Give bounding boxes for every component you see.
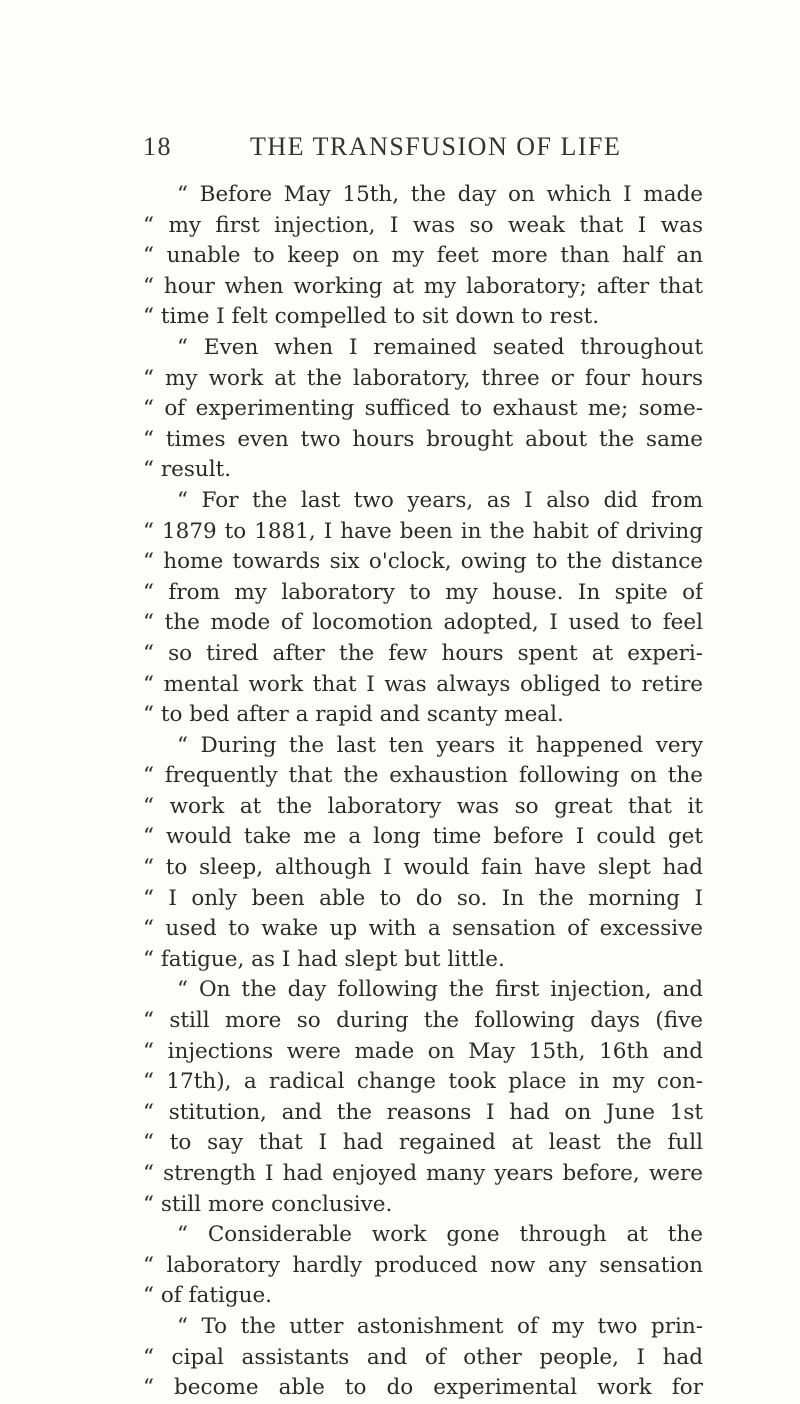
text-line: “ to bed after a rapid and scanty meal. <box>143 702 564 728</box>
text-line: “ I only been able to do so. In the morning I <box>143 885 703 911</box>
text-line: “ mental work that I was always obliged to retire <box>143 671 703 697</box>
text-line: “ strength I had enjoyed many years before, were <box>143 1161 703 1186</box>
page-number: 18 <box>143 132 172 161</box>
text-line: “ For the last two years, as I also did from <box>177 487 703 513</box>
text-line: “ unable to keep on my feet more than half an <box>143 243 703 269</box>
text-line: “ Considerable work gone through at the <box>177 1222 703 1248</box>
text-line: “ frequently that the exhaustion following on the <box>143 763 703 789</box>
text-line: “ stitution, and the reasons I had on June 1st <box>143 1099 703 1125</box>
running-title: THE TRANSFUSION OF LIFE <box>250 132 622 161</box>
text-line: “ from my laboratory to my house. In spite of <box>143 579 703 605</box>
text-line: “ Even when I remained seated throughout <box>177 334 703 360</box>
text-line: “ to say that I had regained at least the full <box>143 1130 703 1156</box>
text-line: “ of experimenting sufficed to exhaust me; some- <box>143 396 703 422</box>
text-line: “ home towards six o'clock, owing to the distance <box>143 549 703 575</box>
text-line: “ cipal assistants and of other people, I had <box>143 1344 703 1370</box>
text-line: “ to sleep, although I would fain have slept had <box>143 855 703 881</box>
text-line: “ During the last ten years it happened very <box>177 732 703 758</box>
text-line: “ my first injection, I was so weak that I was <box>143 212 703 238</box>
text-line: “ my work at the laboratory, three or four hours <box>143 365 703 391</box>
text-line: “ of fatigue. <box>143 1283 273 1309</box>
text-line: “ hour when working at my laboratory; after that <box>143 273 703 299</box>
running-header <box>143 132 703 166</box>
text-line: “ still more so during the following days (five <box>143 1008 703 1034</box>
text-line: “ used to wake up with a sensation of excessive <box>143 916 703 942</box>
text-line: “ laboratory hardly produced now any sensation <box>143 1252 703 1278</box>
text-line: “ To the utter astonishment of my two prin- <box>177 1313 703 1339</box>
text-line: “ times even two hours brought about the same <box>143 426 703 452</box>
text-line: “ injections were made on May 15th, 16th and <box>143 1038 703 1064</box>
text-line: “ fatigue, as I had slept but little. <box>143 946 505 972</box>
text-line: “ so tired after the few hours spent at experi- <box>143 640 703 666</box>
body-text <box>143 180 703 1404</box>
text-line: “ time I felt compelled to sit down to rest. <box>143 304 600 330</box>
text-line: “ 1879 to 1881, I have been in the habit of driving <box>143 518 703 544</box>
text-line: “ work at the laboratory was so great that it <box>143 793 703 819</box>
text-line: “ 17th), a radical change took place in my con- <box>143 1069 703 1095</box>
text-line: “ still more conclusive. <box>143 1191 393 1217</box>
text-line: “ become able to do experimental work for <box>143 1375 703 1401</box>
text-line: “ Before May 15th, the day on which I made <box>177 182 703 207</box>
text-line: “ the mode of locomotion adopted, I used to feel <box>143 610 703 636</box>
text-line: “ On the day following the first injection, and <box>177 977 703 1003</box>
text-line: “ would take me a long time before I could get <box>143 824 703 850</box>
text-line: “ result. <box>143 457 232 483</box>
